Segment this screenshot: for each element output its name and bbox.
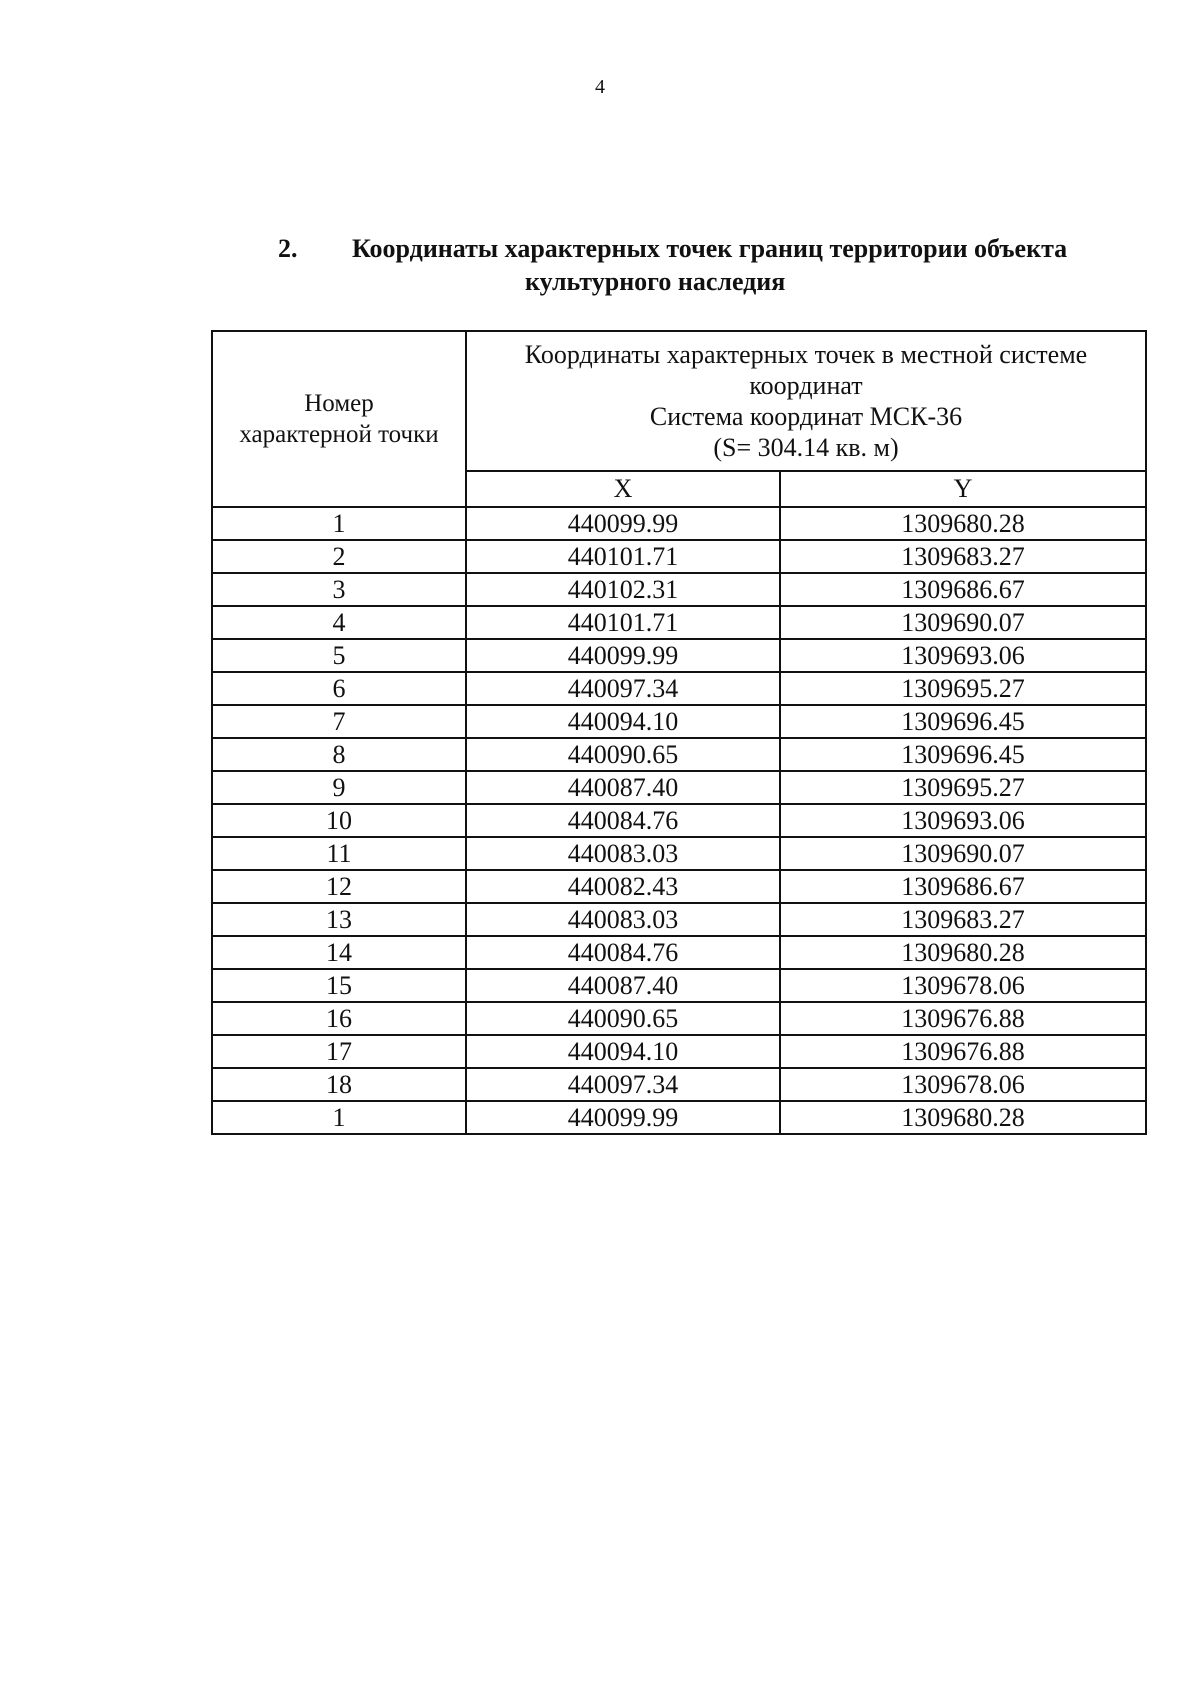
point-number-cell: 9 <box>212 771 466 804</box>
table-row <box>212 771 1146 804</box>
x-coordinate-cell: 440099.99 <box>466 507 780 540</box>
point-number-cell: 10 <box>212 804 466 837</box>
x-coordinate-cell: 440097.34 <box>466 1068 780 1101</box>
y-coordinate-cell: 1309680.28 <box>780 507 1146 540</box>
point-number-cell: 1 <box>212 1101 466 1134</box>
coord-header-line4: (S= 304.14 кв. м) <box>713 433 899 462</box>
x-coordinate-cell: 440087.40 <box>466 969 780 1002</box>
y-coordinate-cell: 1309690.07 <box>780 606 1146 639</box>
point-number-cell: 3 <box>212 573 466 606</box>
y-coordinate-cell: 1309696.45 <box>780 705 1146 738</box>
x-column-header: X <box>466 471 780 507</box>
x-coordinate-cell: 440082.43 <box>466 870 780 903</box>
x-coordinate-cell: 440099.99 <box>466 1101 780 1134</box>
section-heading <box>278 232 1158 298</box>
point-number-cell: 18 <box>212 1068 466 1101</box>
point-header-line2: характерной точки <box>239 421 439 448</box>
table-row <box>212 1068 1146 1101</box>
y-coordinate-cell: 1309678.06 <box>780 1068 1146 1101</box>
y-coordinate-cell: 1309680.28 <box>780 936 1146 969</box>
y-coordinate-cell: 1309676.88 <box>780 1002 1146 1035</box>
x-coordinate-cell: 440084.76 <box>466 804 780 837</box>
table-row <box>212 903 1146 936</box>
y-coordinate-cell: 1309696.45 <box>780 738 1146 771</box>
coord-header-line3: Система координат МСК-36 <box>649 402 963 431</box>
table-row <box>212 1035 1146 1068</box>
coordinates-table-body <box>212 507 1146 1134</box>
y-coordinate-cell: 1309686.67 <box>780 870 1146 903</box>
table-row <box>212 639 1146 672</box>
x-coordinate-cell: 440101.71 <box>466 540 780 573</box>
table-row <box>212 969 1146 1002</box>
x-coordinate-cell: 440087.40 <box>466 771 780 804</box>
y-coordinate-cell: 1309695.27 <box>780 771 1146 804</box>
point-number-cell: 7 <box>212 705 466 738</box>
x-coordinate-cell: 440084.76 <box>466 936 780 969</box>
y-coordinate-cell: 1309686.67 <box>780 573 1146 606</box>
point-number-cell: 15 <box>212 969 466 1002</box>
point-number-cell: 1 <box>212 507 466 540</box>
y-coordinate-cell: 1309690.07 <box>780 837 1146 870</box>
table-row <box>212 870 1146 903</box>
x-coordinate-cell: 440102.31 <box>466 573 780 606</box>
coordinates-header <box>466 331 1146 471</box>
point-number-cell: 17 <box>212 1035 466 1068</box>
coordinates-table <box>211 330 1147 1135</box>
y-coordinate-cell: 1309680.28 <box>780 1101 1146 1134</box>
point-number-cell: 12 <box>212 870 466 903</box>
x-coordinate-cell: 440094.10 <box>466 1035 780 1068</box>
section-title-line1: Координаты характерных точек границ территории объекта <box>352 234 1068 263</box>
point-number-cell: 2 <box>212 540 466 573</box>
point-number-cell: 5 <box>212 639 466 672</box>
point-number-cell: 13 <box>212 903 466 936</box>
x-coordinate-cell: 440094.10 <box>466 705 780 738</box>
y-coordinate-cell: 1309676.88 <box>780 1035 1146 1068</box>
y-coordinate-cell: 1309693.06 <box>780 804 1146 837</box>
table-row <box>212 1002 1146 1035</box>
table-row <box>212 672 1146 705</box>
x-coordinate-cell: 440083.03 <box>466 837 780 870</box>
point-header-line1: Номер <box>304 390 374 417</box>
table-row <box>212 705 1146 738</box>
point-number-header <box>212 331 466 507</box>
section-number: 2. <box>278 234 298 263</box>
table-header-row <box>212 331 1146 471</box>
table-row <box>212 804 1146 837</box>
y-coordinate-cell: 1309678.06 <box>780 969 1146 1002</box>
table-row <box>212 606 1146 639</box>
table-row <box>212 507 1146 540</box>
table-row <box>212 1101 1146 1134</box>
point-number-cell: 4 <box>212 606 466 639</box>
y-coordinate-cell: 1309695.27 <box>780 672 1146 705</box>
section-title-line2: культурного наследия <box>525 267 786 296</box>
table-row <box>212 738 1146 771</box>
point-number-cell: 16 <box>212 1002 466 1035</box>
x-coordinate-cell: 440099.99 <box>466 639 780 672</box>
x-coordinate-cell: 440101.71 <box>466 606 780 639</box>
point-number-cell: 14 <box>212 936 466 969</box>
table-row <box>212 936 1146 969</box>
y-column-header: Y <box>780 471 1146 507</box>
point-number-cell: 8 <box>212 738 466 771</box>
y-coordinate-cell: 1309683.27 <box>780 540 1146 573</box>
y-coordinate-cell: 1309693.06 <box>780 639 1146 672</box>
coord-header-line1: Координаты характерных точек в местной системе <box>524 340 1088 369</box>
section-heading-line1 <box>278 232 1158 265</box>
coord-header-line2: координат <box>749 371 863 400</box>
page-number: 4 <box>595 76 605 98</box>
y-coordinate-cell: 1309683.27 <box>780 903 1146 936</box>
x-coordinate-cell: 440097.34 <box>466 672 780 705</box>
table-row <box>212 573 1146 606</box>
point-number-cell: 6 <box>212 672 466 705</box>
point-number-cell: 11 <box>212 837 466 870</box>
x-coordinate-cell: 440090.65 <box>466 1002 780 1035</box>
table-row <box>212 837 1146 870</box>
x-coordinate-cell: 440090.65 <box>466 738 780 771</box>
table-row <box>212 540 1146 573</box>
x-coordinate-cell: 440083.03 <box>466 903 780 936</box>
